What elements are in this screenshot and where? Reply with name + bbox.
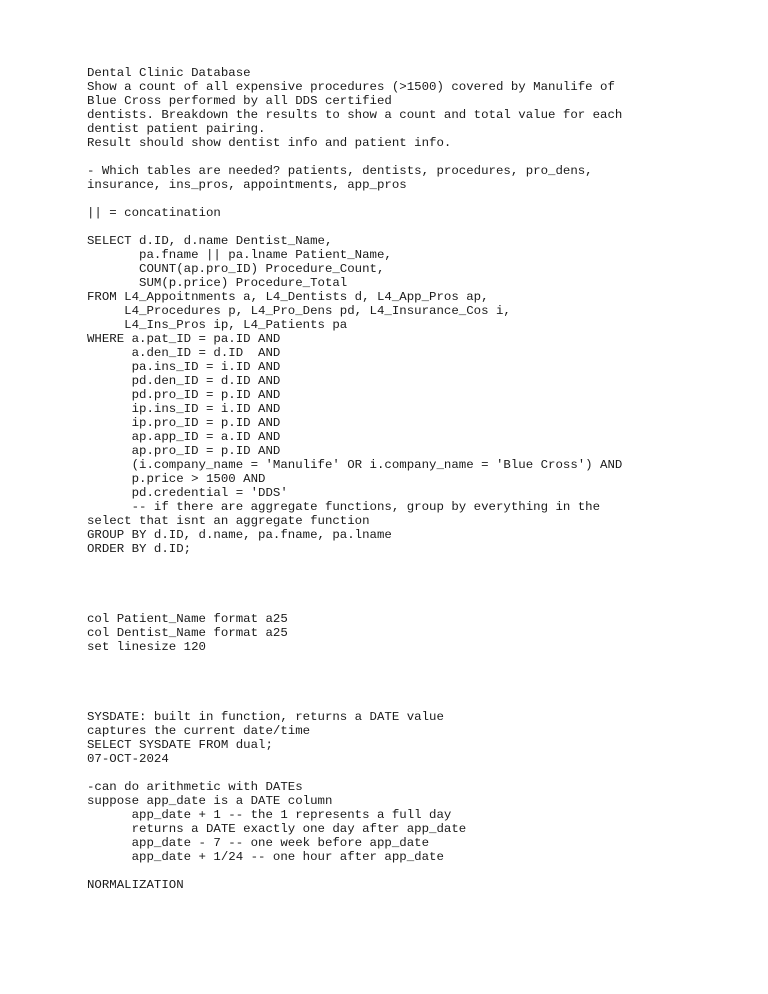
text-line: col Dentist_Name format a25 (87, 626, 288, 640)
text-line: L4_Procedures p, L4_Pro_Dens pd, L4_Insurance_Cos i, (87, 304, 511, 318)
text-line: Show a count of all expensive procedures (>1500) covered by Manulife of (87, 80, 615, 94)
blank-line (87, 766, 747, 780)
document-page (87, 66, 747, 892)
text-line: app_date + 1/24 -- one hour after app_date (87, 850, 444, 864)
blank-line (87, 668, 747, 682)
blank-line (87, 556, 747, 570)
text-line: Blue Cross performed by all DDS certified (87, 94, 392, 108)
blank-line (87, 598, 747, 612)
text-line: Dental Clinic Database (87, 66, 251, 80)
blank-line (87, 220, 747, 234)
text-line: || = concatination (87, 206, 221, 220)
blank-line (87, 654, 747, 668)
blank-line (87, 696, 747, 710)
text-line: suppose app_date is a DATE column (87, 794, 333, 808)
blank-line (87, 864, 747, 878)
text-line: FROM L4_Appoitnments a, L4_Dentists d, L4_App_Pros ap, (87, 290, 489, 304)
text-line: WHERE a.pat_ID = pa.ID AND (87, 332, 281, 346)
text-line: SYSDATE: built in function, returns a DATE value (87, 710, 444, 724)
text-line: dentist patient pairing. (87, 122, 266, 136)
text-line: Result should show dentist info and patient info. (87, 136, 452, 150)
text-line: GROUP BY d.ID, d.name, pa.fname, pa.lname (87, 528, 392, 542)
text-line: SELECT SYSDATE FROM dual; (87, 738, 273, 752)
text-line: L4_Ins_Pros ip, L4_Patients pa (87, 318, 348, 332)
text-line: ip.ins_ID = i.ID AND (87, 402, 281, 416)
text-line: COUNT(ap.pro_ID) Procedure_Count, (87, 262, 385, 276)
blank-line (87, 192, 747, 206)
text-line: insurance, ins_pros, appointments, app_pros (87, 178, 407, 192)
text-line: returns a DATE exactly one day after app_date (87, 822, 467, 836)
text-line: pa.fname || pa.lname Patient_Name, (87, 248, 392, 262)
text-line: pd.pro_ID = p.ID AND (87, 388, 281, 402)
text-line: pa.ins_ID = i.ID AND (87, 360, 281, 374)
text-line: -can do arithmetic with DATEs (87, 780, 303, 794)
text-line: (i.company_name = 'Manulife' OR i.company_name = 'Blue Cross') AND (87, 458, 623, 472)
blank-line (87, 570, 747, 584)
text-line: pd.credential = 'DDS' (87, 486, 288, 500)
text-line: col Patient_Name format a25 (87, 612, 288, 626)
text-line: ip.pro_ID = p.ID AND (87, 416, 281, 430)
text-line: p.price > 1500 AND (87, 472, 266, 486)
text-line: set linesize 120 (87, 640, 206, 654)
text-line: SELECT d.ID, d.name Dentist_Name, (87, 234, 333, 248)
text-line: - Which tables are needed? patients, dentists, procedures, pro_dens, (87, 164, 593, 178)
text-line: ap.pro_ID = p.ID AND (87, 444, 281, 458)
blank-line (87, 584, 747, 598)
text-line: ap.app_ID = a.ID AND (87, 430, 281, 444)
text-line: -- if there are aggregate functions, group by everything in the (87, 500, 601, 514)
text-line: dentists. Breakdown the results to show a count and total value for each (87, 108, 623, 122)
blank-line (87, 150, 747, 164)
text-line: NORMALIZATION (87, 878, 184, 892)
text-line: select that isnt an aggregate function (87, 514, 370, 528)
text-line: pd.den_ID = d.ID AND (87, 374, 281, 388)
text-line: app_date + 1 -- the 1 represents a full day (87, 808, 452, 822)
text-line: 07-OCT-2024 (87, 752, 169, 766)
text-line: ORDER BY d.ID; (87, 542, 192, 556)
text-line: a.den_ID = d.ID AND (87, 346, 281, 360)
text-line: captures the current date/time (87, 724, 311, 738)
blank-line (87, 682, 747, 696)
text-line: app_date - 7 -- one week before app_date (87, 836, 430, 850)
text-line: SUM(p.price) Procedure_Total (87, 276, 348, 290)
